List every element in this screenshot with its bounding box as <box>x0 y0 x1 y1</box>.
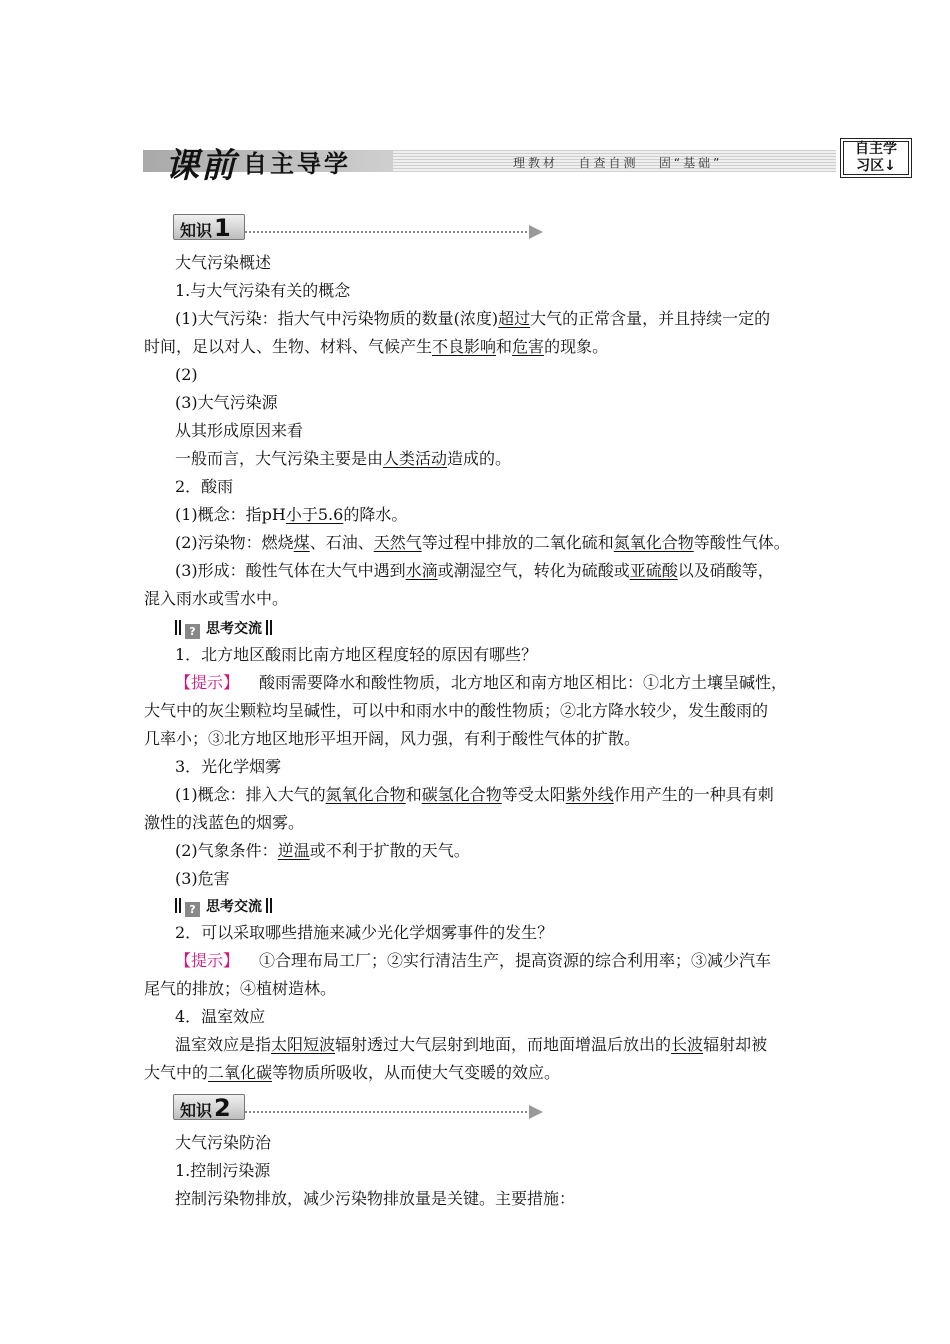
dotted-line <box>245 1111 535 1113</box>
text: (1)概念：指pH <box>175 505 286 524</box>
banner-title-big: 课前 <box>165 146 237 186</box>
dotted-line <box>245 231 535 233</box>
text: (2)气象条件： <box>175 841 278 860</box>
acid-rain-formation <box>175 561 774 581</box>
item-2: (2) <box>175 365 198 384</box>
text: 等酸性气体。 <box>693 533 790 552</box>
text: ①合理布局工厂；②实行清洁生产，提高资源的综合利用率；③减少汽车 <box>259 951 772 970</box>
text: 的降水。 <box>343 505 408 524</box>
text: 辐射却被 <box>703 1035 768 1054</box>
text: 大气的正常含量，并且持续一定的 <box>530 309 771 328</box>
bar-icon <box>266 620 268 635</box>
arrow-icon <box>529 225 543 239</box>
answer-blank: 水滴 <box>405 561 438 580</box>
text: 或不利于扩散的天气。 <box>309 841 470 860</box>
self-study-zone-box <box>840 138 912 178</box>
text: 和 <box>496 337 513 356</box>
answer-blank: 天然气 <box>373 533 422 552</box>
banner-subtitle: 理教材 自查自测 固“基础” <box>513 156 723 170</box>
think-label: 思考交流 <box>206 899 262 915</box>
paragraph-pollution-2 <box>144 337 608 357</box>
knowledge-label: 知识 <box>180 1101 213 1120</box>
answer-blank: 小于5.6 <box>285 505 344 524</box>
heading-1: 1.与大气污染有关的概念 <box>175 281 351 300</box>
control-paragraph: 控制污染物排放，减少污染物排放量是关键。主要措施： <box>175 1189 576 1208</box>
knowledge-number: 1 <box>214 214 231 242</box>
heading-smog: 3．光化学烟雾 <box>175 757 282 776</box>
text: 和 <box>405 785 422 804</box>
answer-blank: 亚硫酸 <box>629 561 678 580</box>
section-title: 大气污染概述 <box>175 253 272 272</box>
zone-line-1: 自主学 <box>855 141 897 157</box>
greenhouse-line-1 <box>175 1035 767 1055</box>
question-2: 2．可以采取哪些措施来减少光化学烟雾事件的发生？ <box>175 923 554 942</box>
knowledge-tag-1 <box>173 212 553 244</box>
source-line: 从其形成原因来看 <box>175 421 304 440</box>
acid-rain-concept <box>175 505 407 525</box>
knowledge-tag-2 <box>173 1092 553 1124</box>
think-label: 思考交流 <box>206 621 262 637</box>
text: 大气中的 <box>144 1063 209 1082</box>
bar-icon <box>175 620 177 635</box>
answer-blank: 人类活动 <box>383 449 448 468</box>
hint-2-line-1 <box>175 951 771 971</box>
bar-icon <box>270 898 272 913</box>
smog-concept <box>175 785 774 805</box>
smog-harm: (3)危害 <box>175 869 230 888</box>
knowledge-plate <box>173 214 245 240</box>
heading-control: 1.控制污染源 <box>175 1161 271 1180</box>
bar-icon <box>179 898 181 913</box>
question-1: 1．北方地区酸雨比南方地区程度轻的原因有哪些？ <box>175 645 538 664</box>
text: (2)污染物：燃烧 <box>175 533 294 552</box>
section-banner <box>143 138 836 186</box>
text: 等受太阳 <box>501 785 566 804</box>
text: 等过程中排放的二氧化硫和 <box>421 533 614 552</box>
greenhouse-line-2 <box>144 1063 560 1083</box>
text: 辐射透过大气层射到地面，而地面增温后放出的 <box>335 1035 672 1054</box>
text: 以及硝酸等， <box>677 561 774 580</box>
text: 时间，足以对人、生物、材料、气候产生 <box>144 337 433 356</box>
smog-concept-cont: 激性的浅蓝色的烟雾。 <box>144 813 305 832</box>
bar-icon <box>270 620 272 635</box>
hint-tag: 【提示】 <box>175 673 240 692</box>
paragraph-pollution-1 <box>175 309 770 329</box>
answer-blank: 长波 <box>671 1035 704 1054</box>
knowledge-label: 知识 <box>180 221 213 240</box>
bar-icon <box>175 898 177 913</box>
text: 或潮湿空气，转化为硫酸或 <box>437 561 630 580</box>
text: 温室效应是指 <box>175 1035 272 1054</box>
answer-blank: 碳氢化合物 <box>421 785 502 804</box>
text: 作用产生的一种具有刺 <box>613 785 774 804</box>
answer-blank: 不良影响 <box>432 337 497 356</box>
text: 的现象。 <box>544 337 609 356</box>
knowledge-number: 2 <box>214 1094 231 1122</box>
answer-blank: 太阳短波 <box>271 1035 336 1054</box>
banner-title-small: 自主导学 <box>243 150 351 178</box>
answer-blank: 逆温 <box>277 841 310 860</box>
question-icon: ? <box>185 902 200 917</box>
zone-line-2: 习区↓ <box>856 158 896 174</box>
text: (1)大气污染：指大气中污染物质的数量(浓度) <box>175 309 499 328</box>
heading-greenhouse: 4．温室效应 <box>175 1007 266 1026</box>
bar-icon <box>266 898 268 913</box>
text: 、石油、 <box>309 533 374 552</box>
text: 等物质所吸收，从而使大气变暖的效应。 <box>272 1063 561 1082</box>
answer-blank: 煤 <box>293 533 310 552</box>
hint-1-line-1 <box>175 673 787 693</box>
text: (3)形成：酸性气体在大气中遇到 <box>175 561 406 580</box>
think-exchange-2 <box>175 897 274 917</box>
text: 一般而言，大气污染主要是由 <box>175 449 384 468</box>
arrow-icon <box>529 1105 543 1119</box>
answer-blank: 氮氧化合物 <box>613 533 694 552</box>
knowledge-plate <box>173 1094 245 1120</box>
acid-rain-pollutants <box>175 533 790 553</box>
think-exchange-1 <box>175 619 274 639</box>
hint-tag: 【提示】 <box>175 951 240 970</box>
answer-blank: 氮氧化合物 <box>325 785 406 804</box>
section-title-2: 大气污染防治 <box>175 1133 272 1152</box>
hint-1-line-2: 大气中的灰尘颗粒均呈碱性，可以中和雨水中的酸性物质；②北方降水较少，发生酸雨的 <box>144 701 769 720</box>
hint-2-line-2: 尾气的排放；④植树造林。 <box>144 979 337 998</box>
answer-blank: 危害 <box>512 337 545 356</box>
text: (1)概念：排入大气的 <box>175 785 326 804</box>
bar-icon <box>179 620 181 635</box>
hint-1-line-3: 几率小；③北方地区地形平坦开阔，风力强，有利于酸性气体的扩散。 <box>144 729 641 748</box>
heading-acid-rain: 2．酸雨 <box>175 477 234 496</box>
human-activity-line <box>175 449 511 469</box>
question-icon: ? <box>185 624 200 639</box>
text: 酸雨需要降水和酸性物质，北方地区和南方地区相比：①北方土壤呈碱性， <box>259 673 788 692</box>
acid-rain-formation-cont: 混入雨水或雪水中。 <box>144 589 289 608</box>
answer-blank: 紫外线 <box>565 785 614 804</box>
text: 造成的。 <box>447 449 512 468</box>
smog-weather <box>175 841 470 861</box>
answer-blank: 二氧化碳 <box>208 1063 273 1082</box>
item-3: (3)大气污染源 <box>175 393 278 412</box>
answer-blank: 超过 <box>498 309 531 328</box>
